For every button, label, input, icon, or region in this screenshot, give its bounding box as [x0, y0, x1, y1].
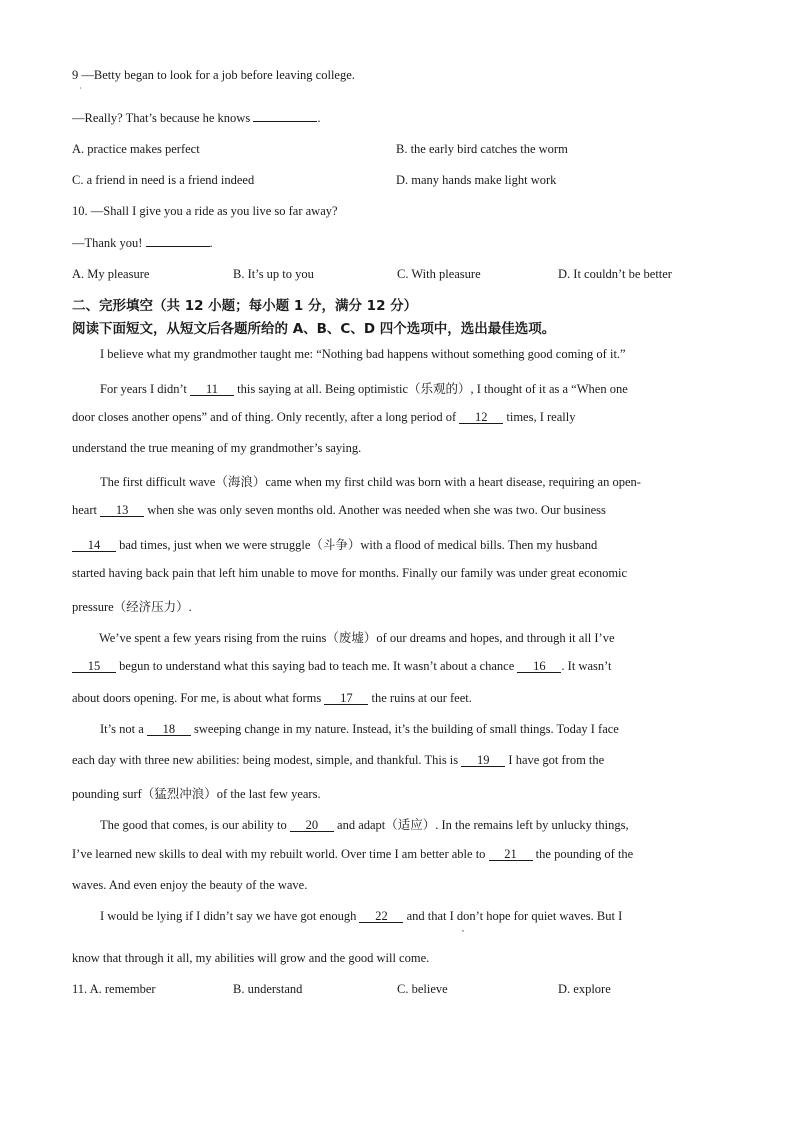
- blank-13[interactable]: 13: [100, 504, 144, 517]
- passage-text: each day with three new abilities: being modest, simple, and thankful. This is: [72, 753, 462, 767]
- q9-stem: 9 —Betty began to look for a job before leaving college.: [72, 68, 355, 82]
- q9-reply: [72, 111, 320, 126]
- passage-text: . It wasn’t: [561, 659, 612, 673]
- passage-text: For years I didn’t: [100, 382, 191, 396]
- passage-text: times, I really: [503, 410, 576, 424]
- passage-line: pounding surf（猛烈冲浪）of the last few years.: [72, 787, 321, 801]
- passage-line: pressure（经济压力）.: [72, 600, 192, 614]
- passage-text: when she was only seven months old. Another was needed when she was two. Our business: [144, 503, 606, 517]
- passage-text: this saying at all. Being optimistic（乐观的）, I thought of it as a “When one: [234, 382, 628, 396]
- passage-line: [72, 691, 472, 706]
- blank-19[interactable]: 19: [461, 754, 505, 767]
- q11-option-b[interactable]: B. understand: [233, 982, 303, 996]
- q9-option-a[interactable]: A. practice makes perfect: [72, 142, 200, 156]
- q9-answer-blank[interactable]: [253, 121, 317, 122]
- q10-stem: 10. —Shall I give you a ride as you live so far away?: [72, 204, 338, 218]
- passage-text: the pounding of the: [532, 847, 634, 861]
- blank-12[interactable]: 12: [459, 411, 503, 424]
- passage-line: We’ve spent a few years rising from the ruins（废墟）of our dreams and hopes, and through it all I’ve: [99, 631, 615, 645]
- passage-line: [72, 753, 604, 768]
- section-title: 二、完形填空（共 12 小题；每小题 1 分，满分 12 分）: [72, 298, 418, 314]
- passage-text: the ruins at our feet.: [368, 691, 472, 705]
- blank-21[interactable]: 21: [489, 848, 533, 861]
- q9-option-c[interactable]: C. a friend in need is a friend indeed: [72, 173, 255, 187]
- blank-17[interactable]: 17: [324, 692, 368, 705]
- passage-text: begun to understand what this saying bad to teach me. It wasn’t about a chance: [116, 659, 518, 673]
- q10-option-c[interactable]: C. With pleasure: [397, 267, 481, 281]
- passage-text: I’ve learned new skills to deal with my rebuilt world. Over time I am better able to: [72, 847, 489, 861]
- q10-reply-text: —Thank you!: [72, 236, 146, 250]
- q11-option-d[interactable]: D. explore: [558, 982, 611, 996]
- passage-line: [100, 909, 622, 924]
- q10-answer-blank[interactable]: [146, 246, 210, 247]
- stray-dot: ·: [79, 84, 82, 93]
- passage-line: [72, 659, 612, 674]
- stray-dot: ,: [462, 924, 464, 933]
- blank-20[interactable]: 20: [290, 819, 334, 832]
- passage-line: [72, 503, 606, 518]
- passage-text: I would be lying if I didn’t say we have got enough: [100, 909, 360, 923]
- passage-text: and adapt（适应）. In the remains left by unlucky things,: [333, 818, 629, 832]
- passage-text: bad times, just when we were struggle（斗争）with a flood of medical bills. Then my husband: [116, 538, 598, 552]
- blank-11[interactable]: 11: [190, 383, 234, 396]
- q10-reply-end: .: [209, 236, 213, 250]
- q9-reply-text: —Really? That’s because he knows: [72, 111, 254, 125]
- blank-14[interactable]: 14: [72, 539, 116, 552]
- passage-text: I have got from the: [505, 753, 605, 767]
- q10-option-d[interactable]: D. It couldn’t be better: [558, 267, 672, 281]
- q9-reply-end: .: [317, 111, 321, 125]
- passage-text: The good that comes, is our ability to: [100, 818, 290, 832]
- passage-line: understand the true meaning of my grandmother’s saying.: [72, 441, 362, 455]
- passage-line: The first difficult wave（海浪）came when my first child was born with a heart disease, requiring an open-: [100, 475, 641, 489]
- passage-text: about doors opening. For me, is about what forms: [72, 691, 325, 705]
- passage-text: and that I don’t hope for quiet waves. But I: [403, 909, 623, 923]
- section-instruction: 阅读下面短文，从短文后各题所给的 A、B、C、D 四个选项中，选出最佳选项。: [72, 321, 556, 337]
- q11-option-c[interactable]: C. believe: [397, 982, 448, 996]
- passage-line: waves. And even enjoy the beauty of the wave.: [72, 878, 308, 892]
- q9-option-b[interactable]: B. the early bird catches the worm: [396, 142, 568, 156]
- blank-22[interactable]: 22: [359, 910, 403, 923]
- passage-text: sweeping change in my nature. Instead, it’s the building of small things. Today I face: [190, 722, 619, 736]
- passage-line: started having back pain that left him unable to move for months. Finally our family was under great economic: [72, 566, 628, 580]
- passage-line: I believe what my grandmother taught me: “Nothing bad happens without something good coming of it.”: [100, 347, 626, 361]
- passage-line: [72, 847, 633, 862]
- passage-line: know that through it all, my abilities will grow and the good will come.: [72, 951, 430, 965]
- q10-option-a[interactable]: A. My pleasure: [72, 267, 150, 281]
- passage-line: [72, 535, 597, 553]
- passage-line: [100, 379, 628, 397]
- q10-option-b[interactable]: B. It’s up to you: [233, 267, 314, 281]
- passage-line: [100, 815, 629, 833]
- q11-option-a[interactable]: 11. A. remember: [72, 982, 156, 996]
- passage-line: [72, 410, 575, 425]
- blank-18[interactable]: 18: [147, 723, 191, 736]
- passage-text: door closes another opens” and of thing. Only recently, after a long period of: [72, 410, 460, 424]
- blank-15[interactable]: 15: [72, 660, 116, 673]
- q9-option-d[interactable]: D. many hands make light work: [396, 173, 557, 187]
- passage-text: heart: [72, 503, 101, 517]
- passage-line: [100, 722, 619, 737]
- blank-16[interactable]: 16: [517, 660, 561, 673]
- q10-reply: [72, 236, 213, 251]
- passage-text: It’s not a: [100, 722, 147, 736]
